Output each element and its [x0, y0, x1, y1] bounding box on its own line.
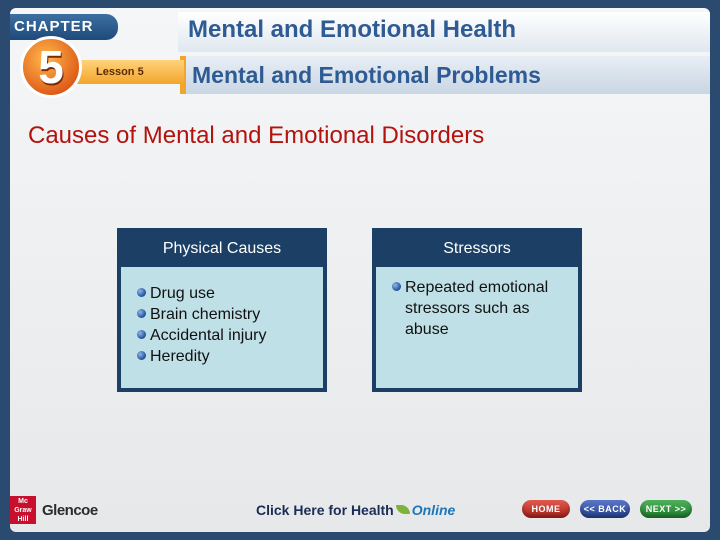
bullet-icon	[392, 282, 401, 291]
list-item	[137, 283, 315, 304]
slide-header	[10, 8, 710, 118]
next-button[interactable]: NEXT >>	[640, 500, 692, 518]
bullet-list	[392, 277, 570, 340]
chapter-label: CHAPTER	[10, 14, 118, 40]
leaf-icon	[396, 505, 410, 514]
chapter-number: 5	[20, 36, 82, 98]
bullet-icon	[137, 330, 146, 339]
slide-heading: Causes of Mental and Emotional Disorders	[28, 122, 485, 149]
stressors-panel	[372, 228, 582, 392]
list-item	[137, 346, 315, 367]
list-item	[137, 325, 315, 346]
list-item	[137, 304, 315, 325]
list-item-text: Repeated emotional stressors such as abuse	[405, 279, 549, 338]
slide	[10, 8, 710, 532]
bullet-list	[137, 283, 315, 367]
back-button[interactable]: << BACK	[580, 500, 630, 518]
link-online: Online	[411, 502, 456, 518]
bullet-icon	[137, 309, 146, 318]
physical-causes-panel	[117, 228, 327, 392]
subject-title: Mental and Emotional Health	[188, 16, 517, 43]
publisher-logo: Mc Graw Hill	[10, 496, 36, 524]
list-item	[392, 277, 570, 340]
list-item-text: Accidental injury	[150, 327, 267, 344]
lesson-label: Lesson 5	[72, 60, 184, 84]
panel-title: Physical Causes	[162, 240, 282, 257]
list-item-text: Brain chemistry	[150, 306, 261, 323]
link-prefix: Click Here for	[256, 502, 348, 518]
imprint-label: Glencoe	[42, 502, 98, 519]
panel-body	[376, 267, 578, 388]
panel-body	[121, 267, 323, 388]
link-health: Health	[350, 502, 394, 518]
list-item-text: Heredity	[150, 348, 210, 365]
panel-title: Stressors	[443, 240, 511, 257]
lesson-title: Mental and Emotional Problems	[192, 62, 541, 88]
bullet-icon	[137, 351, 146, 360]
home-button[interactable]: HOME	[522, 500, 570, 518]
bullet-icon	[137, 288, 146, 297]
list-item-text: Drug use	[150, 285, 215, 302]
health-online-link[interactable]	[256, 502, 455, 518]
